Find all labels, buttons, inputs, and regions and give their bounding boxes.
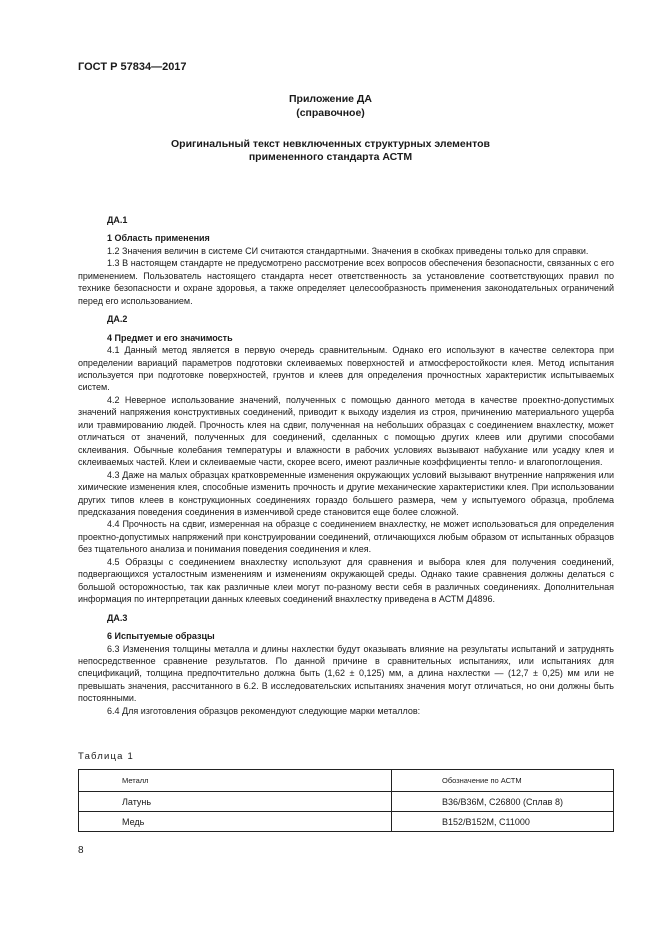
table-cell-metal: Латунь — [79, 792, 392, 812]
section-code-da3: ДА.3 — [107, 612, 128, 623]
paragraph-1-2: 1.2 Значения величин в системе СИ считаются стандартными. Значения в скобках приведены только для справки. — [107, 245, 589, 256]
paragraph-4-5: 4.5 Образцы с соединением внахлестку используют для сравнения и выбора клея для получения соединений, подвергающихся усталостным изменениям и изменениям окружающей среды. Однако такие сравнения должны делаться с большой осторожностью, так как различные клеи могут по-разному вести себя в различных соединениях. Дополнительная информация по интерпретации данных клеевых соединений внахлестку приведена в АСТМ Д4896. — [78, 556, 614, 605]
table-header-metal: Металл — [79, 770, 392, 792]
table-header-astm: Обозначение по АСТМ — [392, 770, 614, 792]
paragraph-4-4: 4.4 Прочность на сдвиг, измеренная на образце с соединением внахлестку, не может использоваться для определения проектно-допустимых напряжений при конструировании соединений, отличающихся любым образом от испытанных образцов без тщательного анализа и понимания поведения соединения и клея. — [78, 519, 614, 555]
page-number: 8 — [78, 845, 84, 856]
table-cell-astm: B152/B152M, C11000 — [392, 812, 614, 832]
document-header: ГОСТ Р 57834—2017 — [78, 61, 187, 73]
section-heading-specimens: 6 Испытуемые образцы — [107, 631, 215, 642]
table-row — [79, 812, 614, 832]
section-heading-scope: 1 Область применения — [107, 233, 210, 244]
appendix-heading — [0, 92, 661, 120]
table-cell-astm: B36/B36M, C26800 (Сплав 8) — [392, 792, 614, 812]
document-body — [78, 214, 614, 717]
paragraph-6-3: 6.3 Изменения толщины металла и длины нахлестки будут оказывать влияние на результаты испытаний и затруднять непосредственное сравнение результатов. По данной причине в сравнительных испытаниях, или испытаниях для спецификаций, толщина предпочтительно должна быть (1,62 ± 0,125) мм, а длина нахлестки — (12,7 ± 0,25) мм или не превышать значения, рассчитанного в 6.2. В исследовательских испытаниях значения могут отличаться, но они должны быть постоянными. — [78, 643, 614, 704]
table-row — [79, 792, 614, 812]
appendix-title: Приложение ДА — [289, 93, 372, 105]
paragraph-6-4: 6.4 Для изготовления образцов рекомендуют следующие марки металлов: — [107, 705, 421, 716]
metals-table — [78, 769, 614, 832]
section-code-da2: ДА.2 — [107, 314, 128, 325]
appendix-subtitle: (справочное) — [296, 107, 365, 119]
document-title-line1: Оригинальный текст невключенных структурных элементов — [171, 138, 490, 150]
section-code-da1: ДА.1 — [107, 215, 128, 225]
paragraph-4-1: 4.1 Данный метод является в первую очередь сравнительным. Однако его используют в качестве селектора при определении вариаций параметров подготовки склеиваемых поверхностей и атмосферостойкости клея. Метод испытания используется при подготовке поверхностей, грунтов и клеев для определения прочностных характеристик испытываемых систем. — [78, 345, 614, 393]
paragraph-1-3: 1.3 В настоящем стандарте не предусмотрено рассмотрение всех вопросов обеспечения безопасности, связанных с его применением. Пользователь настоящего стандарта несет ответственность за установление соответствующих правил по технике безопасности и охране здоровья, а также определяет целесообразность применения законодательных ограничений перед его использованием. — [78, 258, 614, 306]
document-title-line2: примененного стандарта АСТМ — [248, 151, 413, 163]
paragraph-4-3: 4.3 Даже на малых образцах кратковременные изменения окружающих условий вызывают внутренние напряжения или химические изменения клея, способные изменить прочность и другие механические характеристики клея. При использовании других типов клеев в конструкционных соединениях гораздо большего размера, чем у испытуемого образца, проблема предсказания поведения соединения в изменчивой среде становится еще более сложной. — [78, 469, 614, 517]
table-cell-metal: Медь — [79, 812, 392, 832]
document-title — [0, 138, 661, 164]
table-caption: Таблица 1 — [78, 751, 134, 762]
paragraph-4-2: 4.2 Неверное использование значений, полученных с помощью данного метода в качестве проектно-допустимых значений напряжения конструктивных соединений, приводит к выходу изделия из строя, причинению материального ущерба или травмированию людей. Прочность клея на сдвиг, полученная на небольших образцах с соединением внахлестку, может отличаться от значений, полученных для соединений, сделанных с помощью других клеев или другими способами склеивания. Обычные колебания температуры и влажности в рабочих условиях вызывают набухание или усадку клея и склеиваемых частей. Клеи и склеиваемые части, скорее всего, имеют различные коэффициенты тепло- и влагопоглощения. — [78, 394, 614, 468]
section-heading-significance: 4 Предмет и его значимость — [107, 332, 233, 343]
table-header-row — [79, 770, 614, 792]
